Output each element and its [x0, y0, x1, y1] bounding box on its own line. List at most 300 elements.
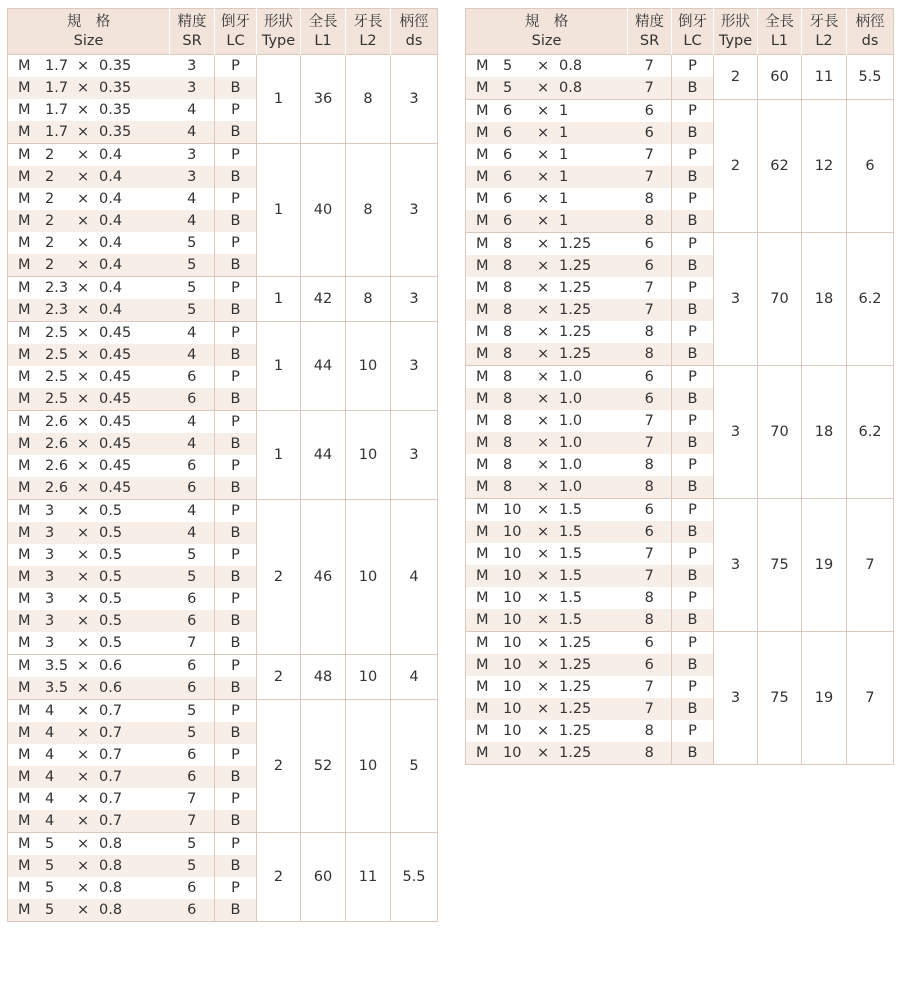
size-pitch: 1	[559, 125, 569, 141]
lc-cell: P	[215, 833, 257, 856]
size-cell	[466, 255, 628, 277]
size-pitch: 1.25	[559, 346, 592, 362]
sr-cell: 3	[170, 144, 215, 167]
size-times: ×	[77, 58, 90, 74]
size-prefix: M	[18, 813, 31, 829]
sr-cell: 5	[170, 254, 215, 277]
size-pitch: 0.45	[99, 369, 132, 385]
size-pitch: 0.7	[99, 747, 123, 763]
l1-cell: 42	[301, 277, 346, 322]
size-times: ×	[537, 191, 550, 207]
lc-cell: B	[215, 722, 257, 744]
sr-cell: 6	[170, 366, 215, 388]
size-cell	[8, 188, 170, 210]
sr-cell: 6	[628, 233, 672, 256]
size-pitch: 1.25	[559, 302, 592, 318]
sr-cell: 3	[170, 166, 215, 188]
l1-cell: 52	[301, 700, 346, 833]
lc-cell: P	[215, 322, 257, 345]
size-diameter: 3	[45, 591, 55, 607]
size-diameter: 2.6	[45, 436, 69, 452]
size-times: ×	[537, 612, 550, 628]
size-pitch: 0.4	[99, 191, 123, 207]
lc-cell: P	[215, 744, 257, 766]
header-ds: 柄徑 ds	[847, 9, 894, 55]
lc-cell: B	[672, 654, 714, 676]
lc-cell: P	[215, 700, 257, 723]
header-lc: 倒牙 LC	[672, 9, 714, 55]
header-l2: 牙長 L2	[346, 9, 391, 55]
l2-cell: 19	[802, 499, 847, 632]
lc-cell: P	[215, 277, 257, 300]
l1-cell: 40	[301, 144, 346, 277]
l2-cell: 8	[346, 277, 391, 322]
size-cell	[8, 388, 170, 411]
sr-cell: 4	[170, 322, 215, 345]
sr-cell: 8	[628, 343, 672, 366]
lc-cell: B	[672, 388, 714, 410]
size-prefix: M	[18, 858, 31, 874]
sr-cell: 5	[170, 833, 215, 856]
l2-cell: 8	[346, 55, 391, 144]
size-cell	[466, 166, 628, 188]
l2-cell: 11	[346, 833, 391, 922]
size-pitch: 1	[559, 147, 569, 163]
sr-cell: 7	[628, 432, 672, 454]
size-times: ×	[77, 147, 90, 163]
size-cell	[8, 121, 170, 144]
size-diameter: 10	[503, 590, 522, 606]
lc-cell: P	[215, 366, 257, 388]
l2-cell: 8	[346, 144, 391, 277]
size-diameter: 2.5	[45, 391, 69, 407]
size-cell	[466, 122, 628, 144]
lc-cell: P	[215, 55, 257, 78]
size-cell	[8, 700, 170, 723]
lc-cell: P	[215, 500, 257, 523]
sr-cell: 5	[170, 855, 215, 877]
size-cell	[466, 632, 628, 655]
size-times: ×	[77, 280, 90, 296]
size-diameter: 2	[45, 169, 55, 185]
sr-cell: 4	[170, 188, 215, 210]
ds-cell: 3	[391, 411, 438, 500]
sr-cell: 6	[628, 100, 672, 123]
size-pitch: 1.25	[559, 258, 592, 274]
size-diameter: 10	[503, 701, 522, 717]
size-times: ×	[537, 679, 550, 695]
sr-cell: 8	[628, 188, 672, 210]
size-pitch: 0.5	[99, 635, 123, 651]
size-cell	[466, 343, 628, 366]
size-prefix: M	[18, 569, 31, 585]
size-prefix: M	[476, 236, 489, 252]
size-cell	[466, 432, 628, 454]
size-prefix: M	[18, 235, 31, 251]
size-diameter: 8	[503, 435, 513, 451]
size-prefix: M	[476, 413, 489, 429]
l1-cell: 60	[758, 55, 802, 100]
size-prefix: M	[476, 590, 489, 606]
l2-cell: 18	[802, 233, 847, 366]
size-prefix: M	[476, 191, 489, 207]
lc-cell: B	[215, 632, 257, 655]
lc-cell: B	[215, 121, 257, 144]
sr-cell: 6	[170, 655, 215, 678]
right-table-header	[466, 9, 894, 55]
size-diameter: 6	[503, 169, 513, 185]
type-cell: 1	[257, 411, 301, 500]
size-diameter: 8	[503, 236, 513, 252]
l1-cell: 75	[758, 499, 802, 632]
size-times: ×	[77, 347, 90, 363]
size-times: ×	[77, 80, 90, 96]
size-diameter: 10	[503, 568, 522, 584]
size-cell	[8, 210, 170, 232]
lc-cell: P	[672, 321, 714, 343]
sr-cell: 7	[628, 565, 672, 587]
size-pitch: 0.4	[99, 213, 123, 229]
type-cell: 3	[714, 233, 758, 366]
size-prefix: M	[476, 258, 489, 274]
sr-cell: 8	[628, 609, 672, 632]
size-pitch: 0.45	[99, 458, 132, 474]
lc-cell: B	[215, 855, 257, 877]
size-cell	[466, 742, 628, 765]
type-cell: 2	[257, 500, 301, 655]
sr-cell: 8	[628, 321, 672, 343]
size-diameter: 8	[503, 302, 513, 318]
l2-cell: 10	[346, 322, 391, 411]
size-pitch: 1.25	[559, 236, 592, 252]
size-prefix: M	[18, 280, 31, 296]
right-table-body	[466, 55, 894, 765]
size-pitch: 0.35	[99, 102, 132, 118]
table-row	[8, 55, 438, 78]
l2-cell: 10	[346, 411, 391, 500]
size-times: ×	[77, 436, 90, 452]
size-pitch: 1.25	[559, 745, 592, 761]
lc-cell: B	[215, 766, 257, 788]
size-times: ×	[537, 635, 550, 651]
l1-cell: 44	[301, 411, 346, 500]
sr-cell: 8	[628, 720, 672, 742]
size-prefix: M	[18, 635, 31, 651]
size-pitch: 0.8	[99, 836, 123, 852]
size-pitch: 0.5	[99, 569, 123, 585]
l1-cell: 60	[301, 833, 346, 922]
size-prefix: M	[476, 479, 489, 495]
l1-cell: 48	[301, 655, 346, 700]
lc-cell: B	[215, 299, 257, 322]
type-cell: 1	[257, 277, 301, 322]
size-prefix: M	[476, 568, 489, 584]
lc-cell: P	[672, 676, 714, 698]
table-row	[466, 366, 894, 389]
size-pitch: 0.4	[99, 257, 123, 273]
size-times: ×	[77, 547, 90, 563]
type-cell: 3	[714, 632, 758, 765]
size-times: ×	[537, 701, 550, 717]
ds-cell: 7	[847, 499, 894, 632]
size-pitch: 0.8	[559, 80, 583, 96]
ds-cell: 6.2	[847, 233, 894, 366]
size-prefix: M	[476, 324, 489, 340]
type-cell: 1	[257, 144, 301, 277]
lc-cell: P	[215, 877, 257, 899]
size-cell	[8, 522, 170, 544]
size-times: ×	[77, 302, 90, 318]
size-pitch: 0.35	[99, 58, 132, 74]
type-cell: 3	[714, 366, 758, 499]
size-diameter: 6	[503, 147, 513, 163]
size-diameter: 10	[503, 657, 522, 673]
size-cell	[8, 144, 170, 167]
size-times: ×	[77, 680, 90, 696]
size-times: ×	[77, 858, 90, 874]
sr-cell: 7	[628, 676, 672, 698]
lc-cell: P	[672, 366, 714, 389]
l2-cell: 10	[346, 500, 391, 655]
header-type: 形狀 Type	[714, 9, 758, 55]
lc-cell: B	[672, 521, 714, 543]
left-table-body	[8, 55, 438, 922]
size-pitch: 0.7	[99, 725, 123, 741]
size-prefix: M	[18, 880, 31, 896]
header-type: 形狀 Type	[257, 9, 301, 55]
size-prefix: M	[476, 213, 489, 229]
lc-cell: P	[215, 411, 257, 434]
size-cell	[8, 344, 170, 366]
size-cell	[8, 55, 170, 78]
sr-cell: 6	[170, 899, 215, 922]
sr-cell: 4	[170, 121, 215, 144]
size-cell	[8, 500, 170, 523]
sr-cell: 6	[628, 632, 672, 655]
size-pitch: 1.5	[559, 612, 583, 628]
lc-cell: P	[215, 544, 257, 566]
size-pitch: 0.5	[99, 591, 123, 607]
size-times: ×	[537, 236, 550, 252]
size-diameter: 1.7	[45, 80, 69, 96]
size-cell	[466, 654, 628, 676]
sr-cell: 7	[170, 632, 215, 655]
size-diameter: 2	[45, 191, 55, 207]
size-diameter: 3	[45, 569, 55, 585]
lc-cell: B	[215, 899, 257, 922]
sr-cell: 6	[628, 654, 672, 676]
size-diameter: 2.5	[45, 347, 69, 363]
ds-cell: 7	[847, 632, 894, 765]
size-diameter: 2	[45, 257, 55, 273]
sr-cell: 6	[628, 122, 672, 144]
size-times: ×	[77, 658, 90, 674]
lc-cell: B	[672, 742, 714, 765]
lc-cell: B	[672, 343, 714, 366]
size-pitch: 1.0	[559, 479, 583, 495]
sr-cell: 8	[628, 742, 672, 765]
lc-cell: P	[672, 632, 714, 655]
type-cell: 2	[257, 700, 301, 833]
size-diameter: 8	[503, 391, 513, 407]
size-times: ×	[537, 302, 550, 318]
sr-cell: 6	[170, 455, 215, 477]
size-pitch: 0.35	[99, 80, 132, 96]
l2-cell: 12	[802, 100, 847, 233]
table-row	[466, 55, 894, 78]
size-prefix: M	[18, 458, 31, 474]
lc-cell: B	[215, 477, 257, 500]
size-cell	[466, 476, 628, 499]
size-cell	[466, 144, 628, 166]
size-prefix: M	[476, 502, 489, 518]
size-cell	[8, 477, 170, 500]
size-times: ×	[77, 747, 90, 763]
size-times: ×	[77, 480, 90, 496]
size-times: ×	[77, 213, 90, 229]
sr-cell: 6	[170, 610, 215, 632]
size-prefix: M	[18, 703, 31, 719]
header-size: 規 格 Size	[8, 9, 170, 55]
size-pitch: 0.7	[99, 813, 123, 829]
header-l1: 全長 L1	[758, 9, 802, 55]
ds-cell: 5.5	[391, 833, 438, 922]
size-diameter: 10	[503, 723, 522, 739]
type-cell: 3	[714, 499, 758, 632]
size-diameter: 4	[45, 703, 55, 719]
size-times: ×	[537, 657, 550, 673]
size-times: ×	[537, 147, 550, 163]
size-cell	[466, 543, 628, 565]
size-prefix: M	[476, 147, 489, 163]
sr-cell: 7	[170, 810, 215, 833]
size-prefix: M	[476, 125, 489, 141]
size-diameter: 3	[45, 525, 55, 541]
lc-cell: B	[672, 77, 714, 100]
sr-cell: 7	[628, 299, 672, 321]
size-times: ×	[537, 280, 550, 296]
sr-cell: 5	[170, 277, 215, 300]
sr-cell: 7	[628, 166, 672, 188]
sr-cell: 3	[170, 77, 215, 99]
size-prefix: M	[18, 658, 31, 674]
size-cell	[8, 544, 170, 566]
size-pitch: 0.45	[99, 436, 132, 452]
size-pitch: 1.5	[559, 590, 583, 606]
size-pitch: 1.0	[559, 457, 583, 473]
lc-cell: B	[215, 254, 257, 277]
size-times: ×	[537, 568, 550, 584]
size-prefix: M	[476, 80, 489, 96]
size-diameter: 10	[503, 635, 522, 651]
sr-cell: 6	[170, 766, 215, 788]
size-pitch: 1.25	[559, 635, 592, 651]
size-diameter: 10	[503, 612, 522, 628]
l1-cell: 70	[758, 366, 802, 499]
size-diameter: 8	[503, 457, 513, 473]
sr-cell: 7	[628, 277, 672, 299]
size-diameter: 6	[503, 125, 513, 141]
size-times: ×	[537, 524, 550, 540]
sr-cell: 6	[170, 877, 215, 899]
size-times: ×	[537, 125, 550, 141]
size-prefix: M	[476, 280, 489, 296]
size-cell	[466, 698, 628, 720]
l2-cell: 10	[346, 700, 391, 833]
size-prefix: M	[476, 302, 489, 318]
sr-cell: 4	[170, 99, 215, 121]
size-times: ×	[77, 902, 90, 918]
size-prefix: M	[18, 391, 31, 407]
size-cell	[466, 410, 628, 432]
ds-cell: 4	[391, 500, 438, 655]
sr-cell: 6	[170, 677, 215, 700]
size-pitch: 1.25	[559, 324, 592, 340]
size-pitch: 0.45	[99, 414, 132, 430]
size-pitch: 0.5	[99, 547, 123, 563]
size-diameter: 6	[503, 103, 513, 119]
size-prefix: M	[476, 391, 489, 407]
size-diameter: 5	[503, 58, 513, 74]
sr-cell: 7	[628, 55, 672, 78]
lc-cell: P	[672, 454, 714, 476]
lc-cell: B	[215, 166, 257, 188]
size-cell	[8, 99, 170, 121]
size-times: ×	[537, 213, 550, 229]
sr-cell: 5	[170, 722, 215, 744]
size-diameter: 2.5	[45, 369, 69, 385]
header-ds: 柄徑 ds	[391, 9, 438, 55]
size-pitch: 0.7	[99, 769, 123, 785]
lc-cell: B	[215, 77, 257, 99]
type-cell: 1	[257, 322, 301, 411]
sr-cell: 5	[170, 700, 215, 723]
size-prefix: M	[18, 257, 31, 273]
size-times: ×	[537, 103, 550, 119]
l1-cell: 36	[301, 55, 346, 144]
sr-cell: 4	[170, 411, 215, 434]
size-cell	[466, 188, 628, 210]
size-diameter: 2	[45, 213, 55, 229]
size-prefix: M	[18, 902, 31, 918]
size-diameter: 2.6	[45, 458, 69, 474]
size-cell	[8, 322, 170, 345]
size-diameter: 2.6	[45, 414, 69, 430]
size-times: ×	[77, 414, 90, 430]
size-times: ×	[77, 257, 90, 273]
size-times: ×	[537, 435, 550, 451]
table-row	[8, 700, 438, 723]
size-cell	[8, 455, 170, 477]
size-diameter: 8	[503, 346, 513, 362]
size-pitch: 1.5	[559, 568, 583, 584]
lc-cell: P	[672, 100, 714, 123]
ds-cell: 5.5	[847, 55, 894, 100]
header-size: 規 格 Size	[466, 9, 628, 55]
size-cell	[8, 744, 170, 766]
size-diameter: 10	[503, 546, 522, 562]
size-prefix: M	[476, 457, 489, 473]
size-diameter: 3.5	[45, 680, 69, 696]
header-l2: 牙長 L2	[802, 9, 847, 55]
size-pitch: 0.4	[99, 280, 123, 296]
size-diameter: 3	[45, 635, 55, 651]
size-times: ×	[537, 479, 550, 495]
size-cell	[466, 321, 628, 343]
size-prefix: M	[476, 635, 489, 651]
size-pitch: 1.25	[559, 657, 592, 673]
ds-cell: 3	[391, 322, 438, 411]
